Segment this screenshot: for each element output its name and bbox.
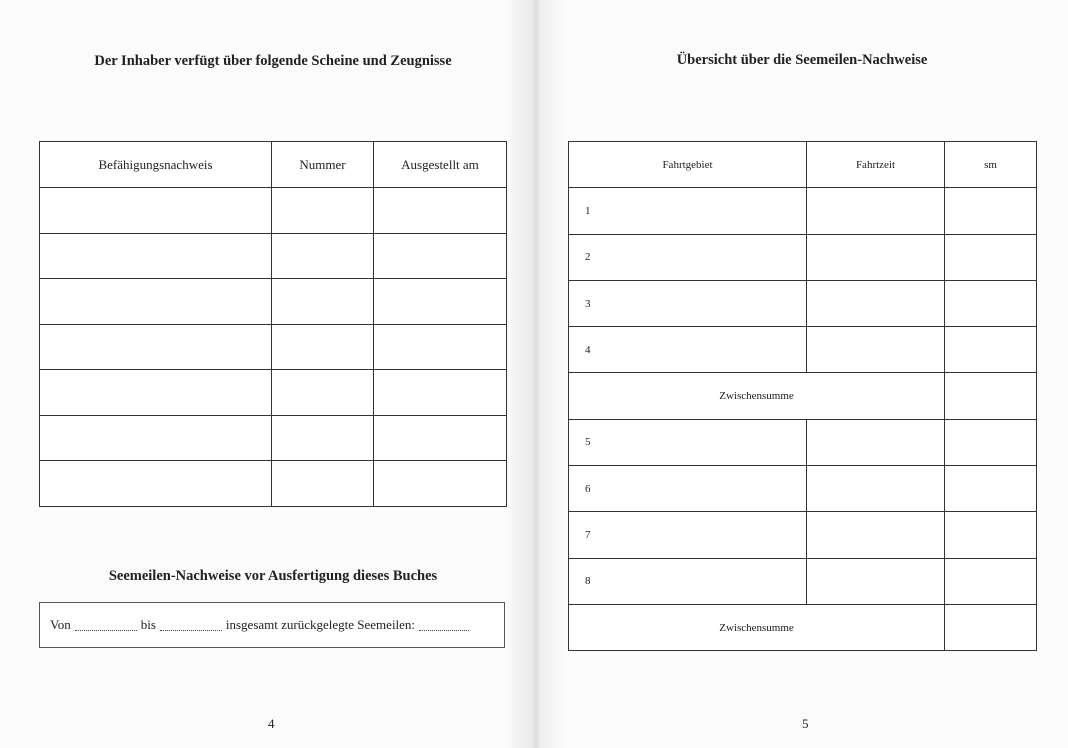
row-number[interactable]: 1	[569, 188, 807, 234]
cell[interactable]	[374, 461, 507, 507]
cell[interactable]	[374, 188, 507, 234]
table-row	[569, 558, 1037, 604]
seemeilen-table	[568, 141, 1037, 651]
page-number-right: 5	[802, 716, 809, 731]
table-row	[569, 466, 1037, 512]
cell[interactable]	[272, 324, 374, 370]
table-row	[569, 419, 1037, 465]
table-row	[40, 415, 507, 461]
cell[interactable]	[40, 233, 272, 279]
header-befaehigungsnachweis: Befähigungsnachweis	[40, 142, 272, 188]
table-row	[40, 233, 507, 279]
cell[interactable]	[945, 419, 1037, 465]
cell[interactable]	[807, 327, 945, 373]
table-row	[569, 327, 1037, 373]
seemeilen-form	[39, 602, 505, 648]
label-bis: bis	[140, 617, 156, 632]
label-total: insgesamt zurückgelegte Seemeilen:	[225, 617, 416, 632]
cell[interactable]	[945, 280, 1037, 326]
subtotal-cell[interactable]	[945, 604, 1037, 650]
row-number[interactable]: 2	[569, 234, 807, 280]
cell[interactable]	[40, 461, 272, 507]
header-sm: sm	[945, 142, 1037, 188]
cell[interactable]	[807, 466, 945, 512]
field-bis[interactable]	[160, 620, 222, 631]
right-page-title: Übersicht über die Seemeilen-Nachweise	[676, 52, 928, 68]
row-number[interactable]: 8	[569, 558, 807, 604]
cell[interactable]	[374, 233, 507, 279]
page-number-left: 4	[268, 716, 275, 731]
certificates-table	[39, 141, 507, 507]
table-row	[40, 461, 507, 507]
table-row	[569, 188, 1037, 234]
row-number[interactable]: 3	[569, 280, 807, 326]
cell[interactable]	[807, 419, 945, 465]
cell[interactable]	[945, 512, 1037, 558]
cell[interactable]	[40, 370, 272, 416]
cell[interactable]	[807, 558, 945, 604]
cell[interactable]	[272, 233, 374, 279]
book-gutter	[505, 0, 565, 748]
cell[interactable]	[272, 461, 374, 507]
label-von: Von	[50, 617, 71, 632]
section-title: Seemeilen-Nachweise vor Ausfertigung dieses Buches	[108, 568, 438, 584]
subtotal-cell[interactable]	[945, 373, 1037, 419]
field-total[interactable]	[419, 620, 469, 631]
cell[interactable]	[272, 279, 374, 325]
cell[interactable]	[40, 188, 272, 234]
cell[interactable]	[272, 370, 374, 416]
table-row	[40, 279, 507, 325]
table-row	[40, 370, 507, 416]
table-row	[40, 188, 507, 234]
header-nummer: Nummer	[272, 142, 374, 188]
subtotal-row	[569, 373, 1037, 419]
row-number[interactable]: 4	[569, 327, 807, 373]
table-row	[569, 512, 1037, 558]
subtotal-label: Zwischensumme	[569, 604, 945, 650]
cell[interactable]	[272, 188, 374, 234]
cell[interactable]	[807, 188, 945, 234]
cell[interactable]	[945, 188, 1037, 234]
cell[interactable]	[40, 279, 272, 325]
cell[interactable]	[945, 466, 1037, 512]
cell[interactable]	[374, 324, 507, 370]
cell[interactable]	[807, 280, 945, 326]
header-fahrtzeit: Fahrtzeit	[807, 142, 945, 188]
cell[interactable]	[945, 234, 1037, 280]
cell[interactable]	[945, 327, 1037, 373]
table-row	[40, 324, 507, 370]
table-row	[569, 280, 1037, 326]
cell[interactable]	[374, 415, 507, 461]
row-number[interactable]: 5	[569, 419, 807, 465]
cell[interactable]	[807, 512, 945, 558]
header-ausgestellt: Ausgestellt am	[374, 142, 507, 188]
cell[interactable]	[807, 234, 945, 280]
table-row	[569, 234, 1037, 280]
cell[interactable]	[272, 415, 374, 461]
row-number[interactable]: 6	[569, 466, 807, 512]
left-page-title: Der Inhaber verfügt über folgende Scheine und Zeugnisse	[94, 53, 452, 69]
cell[interactable]	[374, 279, 507, 325]
header-fahrtgebiet: Fahrtgebiet	[569, 142, 807, 188]
field-von[interactable]	[75, 620, 137, 631]
subtotal-row	[569, 604, 1037, 650]
cell[interactable]	[40, 415, 272, 461]
subtotal-label: Zwischensumme	[569, 373, 945, 419]
row-number[interactable]: 7	[569, 512, 807, 558]
cell[interactable]	[945, 558, 1037, 604]
cell[interactable]	[40, 324, 272, 370]
cell[interactable]	[374, 370, 507, 416]
